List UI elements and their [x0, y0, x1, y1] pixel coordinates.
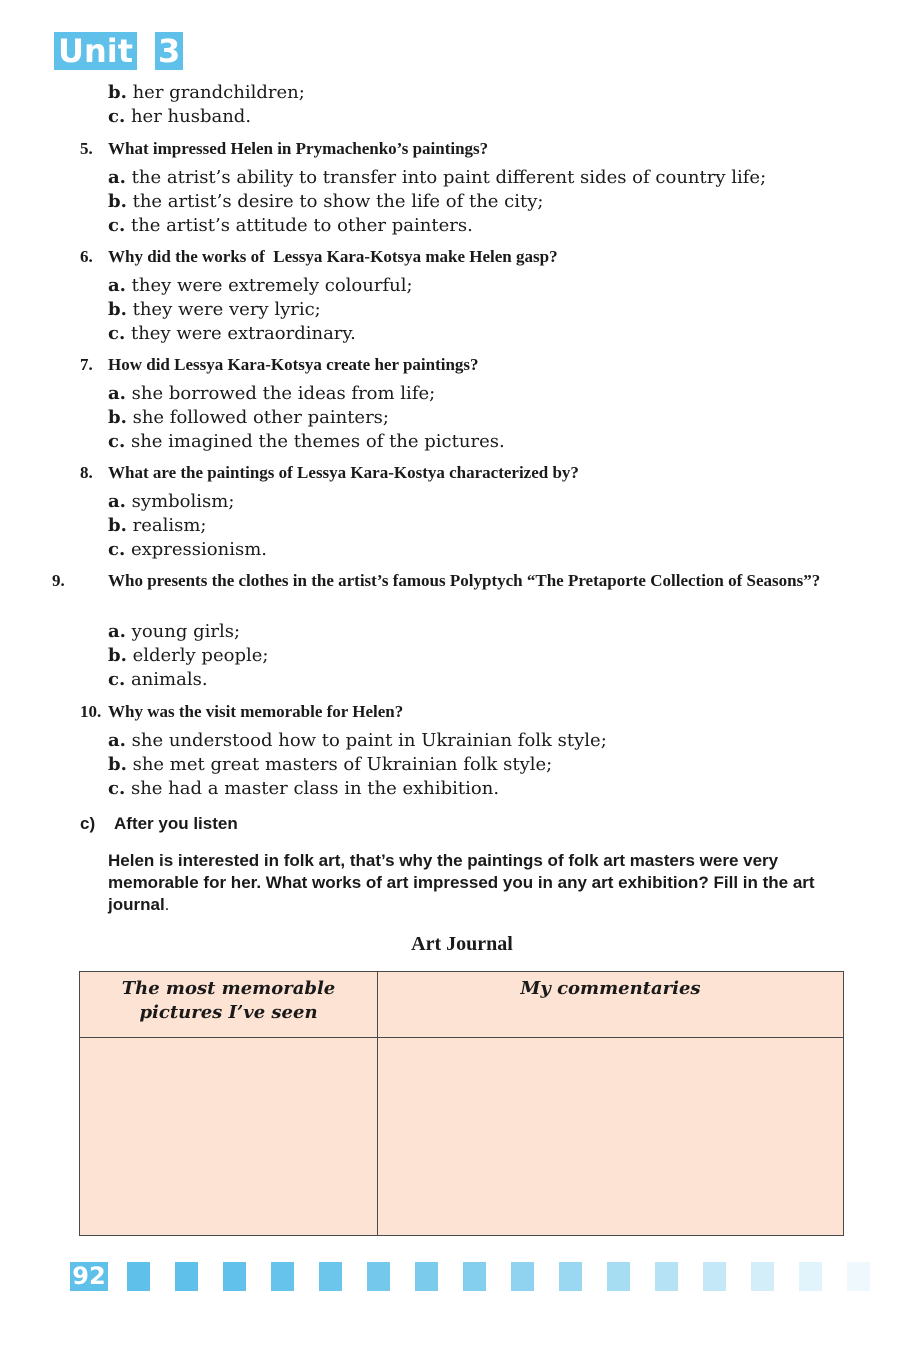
- decor-square: [607, 1262, 630, 1291]
- journal-col2-header: My commentaries: [378, 972, 844, 1038]
- journal-cell-pictures[interactable]: [80, 1038, 378, 1236]
- art-journal-table: [79, 971, 844, 1236]
- page-number: 92: [70, 1262, 108, 1291]
- decor-square: [799, 1262, 822, 1291]
- q9-option-c: c. animals.: [108, 669, 208, 690]
- q6-option-b: b. they were very lyric;: [108, 299, 321, 320]
- prev-option-b: b. her grandchildren;: [108, 82, 305, 103]
- question-10: 10. Why was the visit memorable for Helen?: [80, 702, 404, 721]
- prev-option-c: c. her husband.: [108, 106, 252, 127]
- q5-option-a: a. the atrist’s ability to transfer into paint different sides of country life;: [108, 167, 767, 188]
- decor-square: [655, 1262, 678, 1291]
- decor-square: [415, 1262, 438, 1291]
- decor-square: [751, 1262, 774, 1291]
- q9-option-b: b. elderly people;: [108, 645, 269, 666]
- question-6: 6. Why did the works of Lessya Kara-Kotsya make Helen gasp?: [80, 247, 558, 266]
- q5-option-c: c. the artist’s attitude to other painters.: [108, 215, 473, 236]
- unit-label: Unit: [54, 32, 137, 70]
- question-7: 7. How did Lessya Kara-Kotsya create her paintings?: [80, 355, 479, 374]
- question-5: 5. What impressed Helen in Prymachenko’s paintings?: [80, 139, 489, 158]
- page-footer: [70, 1262, 870, 1291]
- q5-option-b: b. the artist’s desire to show the life of the city;: [108, 191, 544, 212]
- decorative-squares: [127, 1262, 870, 1291]
- decor-square: [319, 1262, 342, 1291]
- decor-square: [367, 1262, 390, 1291]
- question-8: 8. What are the paintings of Lessya Kara-Kostya characterized by?: [80, 463, 579, 482]
- task-instructions: Helen is interested in folk art, that’s why the paintings of folk art masters were very memorable for her. What works of art impressed you in any art exhibition? Fill in the art journal.: [108, 851, 815, 914]
- q7-option-a: a. she borrowed the ideas from life;: [108, 383, 436, 404]
- decor-square: [559, 1262, 582, 1291]
- q10-option-b: b. she met great masters of Ukrainian folk style;: [108, 754, 553, 775]
- decor-square: [223, 1262, 246, 1291]
- q8-option-b: b. realism;: [108, 515, 207, 536]
- q10-option-c: c. she had a master class in the exhibition.: [108, 778, 500, 799]
- decor-square: [271, 1262, 294, 1291]
- unit-badge: [54, 32, 183, 70]
- decor-square: [847, 1262, 870, 1291]
- decor-square: [511, 1262, 534, 1291]
- q7-option-b: b. she followed other painters;: [108, 407, 389, 428]
- journal-cell-commentaries[interactable]: [378, 1038, 844, 1236]
- unit-number: 3: [155, 32, 183, 70]
- q8-option-a: a. symbolism;: [108, 491, 235, 512]
- decor-square: [175, 1262, 198, 1291]
- decor-square: [463, 1262, 486, 1291]
- journal-col1-header: The most memorable pictures I’ve seen: [80, 972, 378, 1038]
- journal-title: Art Journal: [411, 933, 513, 955]
- section-letter: c): [80, 814, 96, 833]
- q6-option-c: c. they were extraordinary.: [108, 323, 356, 344]
- q9-option-a: a. young girls;: [108, 621, 241, 642]
- q10-option-a: a. she understood how to paint in Ukrainian folk style;: [108, 730, 607, 751]
- decor-square: [703, 1262, 726, 1291]
- q7-option-c: c. she imagined the themes of the pictures.: [108, 431, 505, 452]
- decor-square: [127, 1262, 150, 1291]
- section-heading: [80, 814, 238, 834]
- section-title: After you listen: [114, 814, 238, 833]
- q6-option-a: a. they were extremely colourful;: [108, 275, 413, 296]
- q8-option-c: c. expressionism.: [108, 539, 267, 560]
- question-9: 9. Who presents the clothes in the artist’s famous Polyptych “The Pretaporte Collection of Seasons”?: [52, 571, 821, 590]
